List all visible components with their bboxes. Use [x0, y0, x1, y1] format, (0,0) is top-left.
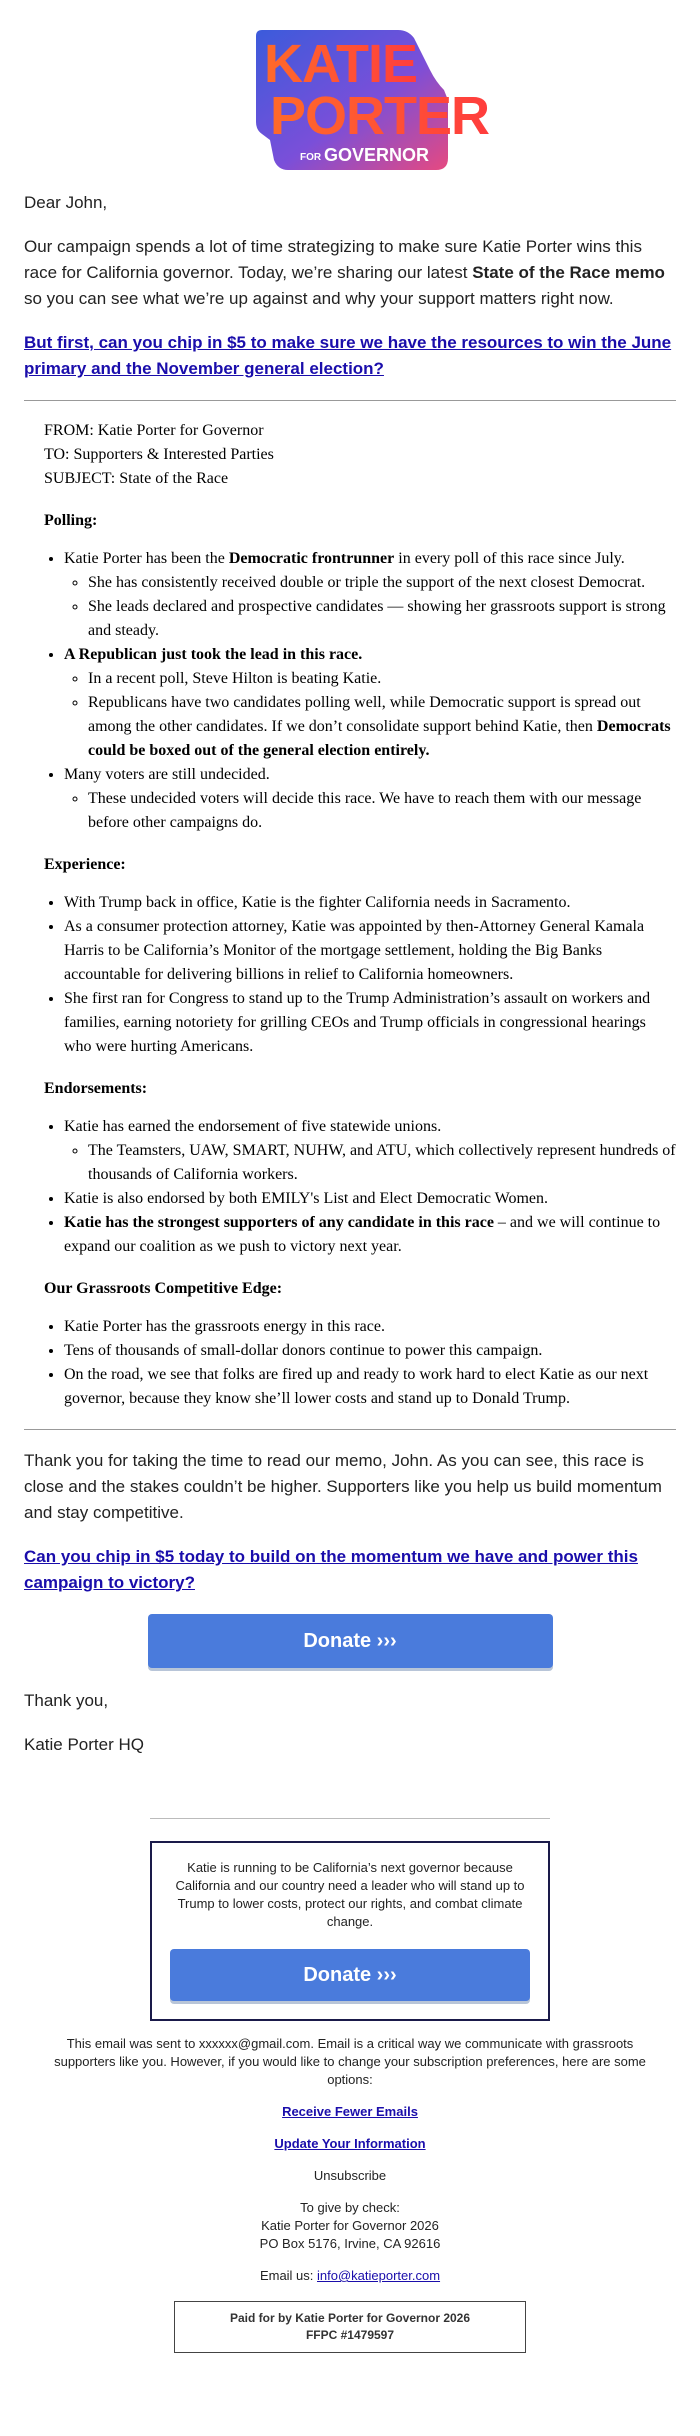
header — [0, 0, 700, 190]
logo-office: GOVERNOR — [323, 145, 429, 165]
paid-for-disclaimer — [174, 2301, 526, 2353]
experience-heading: Experience: — [44, 856, 126, 873]
list-item: • She first ran for Congress to stand up to the Trump Administration’s assault on workers and families, earning notoriety for grilling CEOs and Trump officials in congressional hearings who were hurting Americans. — [64, 987, 676, 1059]
endorsements-list — [44, 1115, 676, 1259]
footer-box-text: Katie is running to be California’s next governor because California and our country need a leader who will stand up to Trump to lower costs, protect our rights, and combat climate change. — [175, 1860, 525, 1929]
intro-paragraph — [24, 234, 676, 312]
list-item: • Katie Porter has the grassroots energy in this race. — [64, 1315, 676, 1339]
logo-graphic — [248, 30, 489, 170]
intro-text-a: Our campaign spends a lot of time strategizing to make sure Katie Porter wins this race for California governor. Today, we’re sharing our latest — [24, 237, 642, 282]
sent-notice: This email was sent to xxxxxx@gmail.com. Email is a critical way we communicate with grassroots supporters like you. However, if you would like to change your subscription preferences, here are some options: — [54, 2036, 646, 2087]
list-item: ◦ These undecided voters will decide this race. We have to reach them with our message before other campaigns do. — [88, 787, 676, 835]
paid-line2: FFPC #1479597 — [305, 2328, 395, 2342]
check-address: PO Box 5176, Irvine, CA 92616 — [259, 2236, 441, 2251]
logo-line2: PORTER — [269, 86, 489, 146]
list-item: ◦ The Teamsters, UAW, SMART, NUHW, and ATU, which collectively represent hundreds of thousands of California workers. — [88, 1139, 676, 1187]
list-bold: Democrats could be boxed out of the general election entirely. — [88, 718, 671, 759]
paid-line1: Paid for by Katie Porter for Governor 2026 — [229, 2311, 471, 2325]
footer-divider — [150, 1818, 550, 1819]
list-item: ◦ She has consistently received double or triple the support of the next closest Democrat. — [88, 571, 676, 595]
logo-line1: KATIE — [263, 34, 417, 94]
donate-link-primary[interactable]: But first, can you chip in $5 to make sure we have the resources to win the June primary and the November general election? — [24, 333, 672, 378]
check-name: Katie Porter for Governor 2026 — [261, 2218, 439, 2233]
list-item: • Katie is also endorsed by both EMILY's List and Elect Democratic Women. — [64, 1187, 676, 1211]
list-item — [64, 763, 676, 835]
polling-list — [44, 547, 676, 835]
list-item — [88, 691, 676, 763]
list-item — [64, 1211, 676, 1259]
list-bold: Democratic frontrunner — [228, 550, 395, 567]
list-item: ◦ In a recent poll, Steve Hilton is beating Katie. — [88, 667, 676, 691]
intro-text-b: so you can see what we’re up against and why your support matters right now. — [24, 289, 614, 308]
list-text: – and we will continue to expand our coalition as we push to victory next year. — [64, 1214, 661, 1255]
list-item: • On the road, we see that folks are fired up and ready to work hard to elect Katie as our next governor, because they know she’ll lower costs and stand up to Donald Trump. — [64, 1363, 676, 1411]
list-item — [64, 643, 676, 763]
donate-button[interactable]: Donate ››› — [148, 1614, 553, 1668]
check-info — [40, 2199, 660, 2253]
memo-from: FROM: Katie Porter for Governor — [44, 422, 264, 439]
closing-paragraph: Thank you for taking the time to read our memo, John. As you can see, this race is close and the stakes couldn’t be higher. Supporters like you help us build momentum and stay competitive. — [24, 1451, 662, 1522]
signoff: Katie Porter HQ — [24, 1735, 144, 1754]
list-item: • Tens of thousands of small-dollar donors continue to power this campaign. — [64, 1339, 676, 1363]
donate-link-secondary[interactable]: Can you chip in $5 today to build on the momentum we have and power this campaign to victory? — [24, 1547, 638, 1592]
list-bold: A Republican just took the lead in this race. — [64, 646, 363, 663]
list-text: Many voters are still undecided. — [64, 766, 270, 783]
divider-bottom — [24, 1429, 676, 1430]
list-item: ◦ She leads declared and prospective candidates — showing her grassroots support is strong and steady. — [88, 595, 676, 643]
donate-button-wrap — [24, 1614, 676, 1668]
unsubscribe-link[interactable]: Unsubscribe — [313, 2168, 387, 2183]
logo-for: FOR — [299, 152, 321, 163]
email-label: Email us: — [259, 2268, 318, 2283]
state-of-race-memo — [24, 413, 676, 1411]
link-row-fewer — [40, 2103, 660, 2121]
intro-bold: State of the Race memo — [472, 263, 665, 282]
memo-subject: SUBJECT: State of the Race — [44, 470, 229, 487]
experience-list — [44, 891, 676, 1059]
receive-fewer-emails-link[interactable]: Receive Fewer Emails — [282, 2104, 418, 2119]
update-information-link[interactable]: Update Your Information — [274, 2136, 426, 2151]
list-item — [64, 547, 676, 643]
check-title: To give by check: — [300, 2200, 400, 2215]
grassroots-list — [44, 1315, 676, 1411]
list-text: in every poll of this race since July. — [394, 550, 625, 567]
endorsements-heading: Endorsements: — [44, 1080, 148, 1097]
thank-you: Thank you, — [24, 1691, 109, 1710]
list-bold: Katie has the strongest supporters of any candidate in this race — [64, 1214, 494, 1231]
list-text: Katie Porter has been the — [64, 550, 229, 567]
greeting: Dear John, — [24, 193, 108, 212]
list-item: • With Trump back in office, Katie is the fighter California needs in Sacramento. — [64, 891, 676, 915]
divider-top — [24, 400, 676, 401]
link-row-update — [40, 2135, 660, 2153]
footer — [0, 2035, 700, 2353]
list-text: Katie has earned the endorsement of five statewide unions. — [64, 1118, 442, 1135]
polling-heading: Polling: — [44, 512, 98, 529]
list-text: Republicans have two candidates polling well, while Democratic support is spread out among the other candidates. If we don’t consolidate support behind Katie, then — [88, 694, 641, 735]
memo-header — [44, 419, 676, 491]
katie-porter-logo[interactable] — [248, 30, 489, 170]
list-item: • As a consumer protection attorney, Katie was appointed by then-Attorney General Kamala Harris to be California’s Monitor of the mortgage settlement, holding the Big Banks accountable for delivering billions in relief to California homeowners. — [64, 915, 676, 987]
list-item — [64, 1115, 676, 1187]
email-body — [0, 190, 700, 1758]
memo-to: TO: Supporters & Interested Parties — [44, 446, 274, 463]
email-us — [40, 2267, 660, 2285]
footer-donate-button[interactable]: Donate ››› — [170, 1949, 530, 2001]
email-link[interactable]: info@katieporter.com — [317, 2268, 441, 2283]
footer-box — [150, 1841, 550, 2021]
grassroots-heading: Our Grassroots Competitive Edge: — [44, 1280, 283, 1297]
